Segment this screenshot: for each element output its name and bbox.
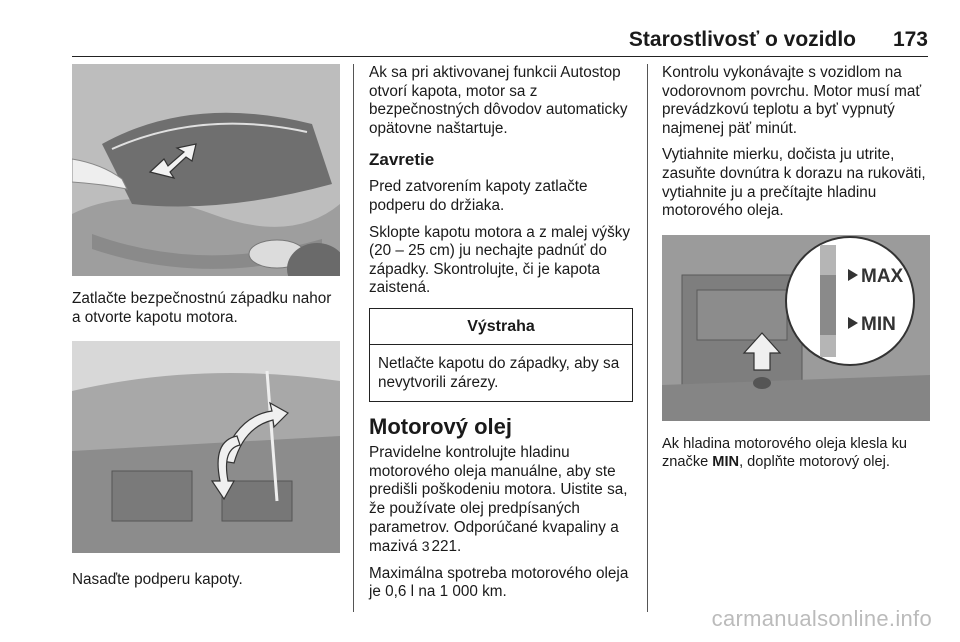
paragraph: Pred zatvorením kapoty zatlačte podperu do držiaka. <box>369 178 588 214</box>
column-right <box>662 64 930 472</box>
heading-close: Zavretie <box>369 150 435 170</box>
figure-caption <box>662 435 930 472</box>
warning-text: Netlačte kapotu do západky, aby sa nevytvorili zárezy. <box>378 354 620 391</box>
column-middle <box>369 64 633 602</box>
caption-text: Ak hladina motorového oleja klesla ku značke <box>662 435 907 471</box>
page-header <box>72 26 928 57</box>
section-title: Starostlivosť o vozidlo <box>628 28 856 51</box>
column-divider <box>647 64 648 612</box>
dipstick-min-label: MIN <box>861 313 896 335</box>
figure-caption: Nasaďte podperu kapoty. <box>72 571 243 589</box>
paragraph: Sklopte kapotu motora a z malej výšky (20 – 25 cm) ju nechajte padnúť do západky. Skontrolujte, či je kapota zaistená. <box>369 223 631 297</box>
dipstick-illustration <box>662 235 930 421</box>
page-ref-link[interactable]: 221. <box>431 538 462 556</box>
paragraph: Vytiahnite mierku, dočista ju utrite, zasuňte dovnútra k dorazu na rukoväti, vytiahnite ju a prečítajte hladinu motorového oleja. <box>662 146 926 220</box>
paragraph-text: Pravidelne kontrolujte hladinu motorového oleja manuálne, aby ste predišli poškodeniu motora. Uistite sa, že používate olej predpísaných parametrov. Odporúčané kvapaliny a mazivá <box>369 444 628 556</box>
warning-title: Výstraha <box>370 309 632 345</box>
paragraph: Maximálna spotreba motorového oleja je 0,6 l na 1 000 km. <box>369 564 629 601</box>
column-divider <box>353 64 354 612</box>
watermark: carmanualsonline.info <box>711 606 932 631</box>
page-ref-icon: 3 <box>421 538 430 555</box>
figure-caption: Zatlačte bezpečnostnú západku nahor a otvorte kapotu motora. <box>72 290 332 326</box>
paragraph: Ak sa pri aktivovanej funkcii Autostop otvorí kapota, motor sa z bezpečnostných dôvodov automaticky opätovne naštartuje. <box>369 64 628 137</box>
hood-latch-illustration <box>72 64 340 276</box>
paragraph <box>369 444 633 557</box>
column-left <box>72 64 340 590</box>
page-number: 173 <box>892 28 928 51</box>
dipstick-max-label: MAX <box>861 265 904 287</box>
heading-engine-oil: Motorový olej <box>369 414 513 440</box>
hood-prop-illustration <box>72 341 340 553</box>
warning-box <box>369 308 633 402</box>
caption-min-mark: MIN <box>712 454 740 471</box>
caption-text: , doplňte motorový olej. <box>739 454 890 471</box>
paragraph: Kontrolu vykonávajte s vozidlom na vodorovnom povrchu. Motor musí mať prevádzkovú teplotu a byť vypnutý najmenej päť minút. <box>662 64 922 137</box>
